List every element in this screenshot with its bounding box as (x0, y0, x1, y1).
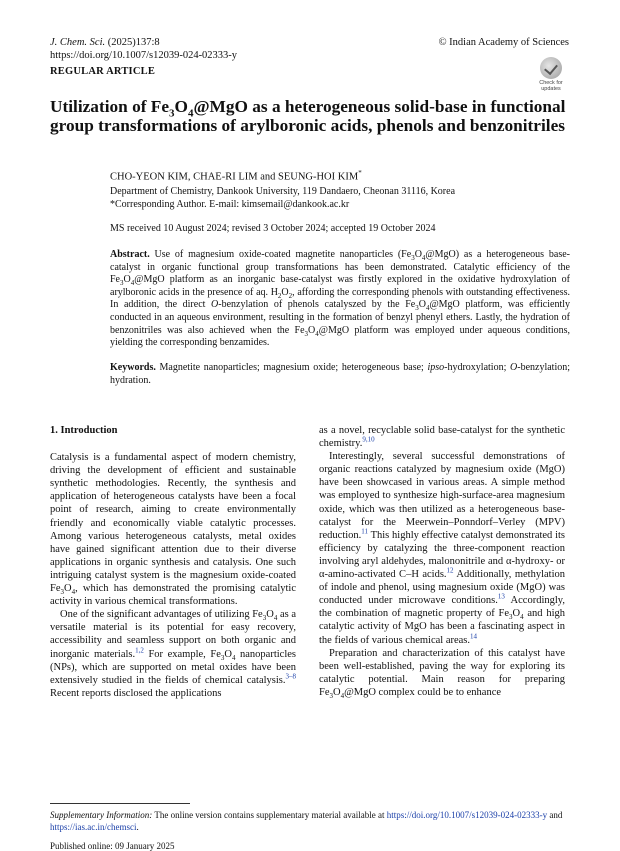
affiliation (110, 186, 455, 211)
check-updates-icon (540, 57, 562, 79)
paragraph: as a novel, recyclable solid base-catalyst for the synthetic chemistry.$^{9,10}$ (319, 425, 565, 450)
corresponding-author: *Corresponding Author. E-mail: kimsemail@dankook.ac.kr (110, 198, 350, 210)
check-for-updates-badge[interactable] (531, 57, 571, 91)
affiliation-department: Department of Chemistry, Dankook University, 119 Dandaero, Cheonan 31116, Korea (110, 186, 456, 197)
author-list: CHO-YEON KIM, CHAE-RI LIM and SEUNG-HOI KIM* (110, 169, 362, 183)
footnote-rule (50, 803, 190, 804)
journal-name: J. Chem. Sci. (50, 37, 106, 48)
received-dates: MS received 10 August 2024; revised 3 October 2024; accepted 19 October 2024 (110, 223, 436, 234)
publisher-copyright: © Indian Academy of Sciences (438, 37, 569, 48)
paragraph: Interestingly, several successful demonstrations of organic reactions catalyzed by magnesium oxide (MgO) have been showcased in various areas. A simple method was employed to synthesize high-surface-area magnesium oxide, which was then utilized as a heterogeneous base-catalyst for the Meerwein–Ponndorf–Verley (MPV) reduction.$^{11}$ This highly effective catalyst demonstrated its efficiency by catalyzing the three-component reaction involving aryl aldehydes, malononitrile and α-hydroxy- or α-amino-activated C–H acids.$^{12}$ Additionally, methylation of indole and phenol, using magnesium oxide (MgO) was conducted under microwave conditions.$^{13}$ Accordingly, the combination of magnetic property of $Fe_3O_4$ and high catalytic activity of MgO has been a fascinating aspect in the fields of various chemical areas.$^{14}$ (319, 451, 566, 646)
journal-reference (50, 36, 160, 49)
journal-volume: (2025)137:8 (107, 37, 160, 48)
body-left-column (50, 424, 296, 700)
section-heading: 1. Introduction (50, 425, 118, 436)
citation-link[interactable]: 12 (446, 566, 454, 575)
ias-link[interactable]: https://ias.ac.in/chemsci (50, 821, 137, 832)
citation-link[interactable]: 14 (470, 632, 478, 640)
article-type: REGULAR ARTICLE (50, 66, 156, 77)
badge-label: Check for updates (539, 80, 563, 92)
supplementary-information: Supplementary Information: The online version contains supplementary material available at https://doi.org/10.1007/s12039-024-02333-y and https://ias.ac.in/chemsci. (50, 810, 563, 832)
citation-link[interactable]: 11 (361, 527, 369, 536)
corresponding-mark: * (358, 169, 362, 177)
abstract: Abstract. Use of magnesium oxide-coated magnetite nanoparticles $(Fe_3O_4@MgO)$ as a heterogeneous base-catalyst in organic functional group transformations has been demonstrated. Catalytic efficiency of the $Fe_3O_4@MgO$ platform as an inorganic base-catalyst was firstly explored in the oxidative hydroxylation of arylboronic acids in the presence of aq. $H_2O_2$, affording the corresponding phenols with outstanding effectiveness. In addition, the direct O-benzylation of phenols catalyszed by the $Fe_3O_4@MgO$ platform, was efficiently conducted in an aqueous environment, resulting in the formation of benzyl phenyl ethers. Lastly, the hydration of benzonitriles was also achieved when the $Fe_3O_4@MgO$ platform was employed under aqueous conditions, yielding the corresponding benzamides. (110, 249, 571, 349)
abstract-label: Abstract. (110, 249, 150, 260)
body-right-column (319, 424, 565, 699)
paragraph: One of the significant advantages of utilizing $Fe_3O_4$ as a versatile material is its potential for easy recovery, accessibility and seamless support on both organic and inorganic materials.$^{1,2}$ For example, $Fe_3O_4$ nanoparticles (NPs), which are supported on metal oxides have been extensively studied in the fields of chemical catalysis.$^{3-8}$ Recent reports disclosed the applications (50, 609, 296, 699)
keywords-label: Keywords. (110, 362, 156, 373)
paragraph: Catalysis is a fundamental aspect of modern chemistry, driving the development of efficient and sustainable synthetic methodologies. Recently, the synthesis and application of heterogeneous catalysts have been a focal point of research, aiming to create environmentally friendly and economically viable catalytic processes. Among various heterogeneous catalysts, metal oxides have gained significant attention due to their diverse applications in organic synthesis and catalysis. One such intriguing catalyst system is the magnesium oxide-coated $Fe_3O_4$, which has demonstrated the promising catalytic activity in various chemical transformations. (50, 452, 296, 608)
article-doi[interactable]: https://doi.org/10.1007/s12039-024-02333-y (50, 50, 238, 61)
citation-link[interactable]: 9,10 (362, 435, 375, 444)
citation-link[interactable]: 1,2 (135, 646, 144, 654)
citation-link[interactable]: 13 (497, 592, 505, 601)
supp-doi-link[interactable]: https://doi.org/10.1007/s12039-024-02333-y (386, 810, 548, 820)
keywords: Keywords. Magnetite nanoparticles; magnesium oxide; heterogeneous base; ipso-hydroxylation; O-benzylation; hydration. (110, 362, 571, 386)
supp-label: Supplementary Information: (50, 810, 153, 820)
published-date: Published online: 09 January 2025 (50, 841, 175, 851)
paragraph: Preparation and characterization of this catalyst have been well-established, paving the way for exploring its catalytic potential. Main reason for preparing $Fe_3O_4@MgO$ complex could be to enhance (319, 647, 565, 700)
article-title: Utilization of $Fe_3O_4@MgO$ as a heterogeneous solid-base in functional group transformations of arylboronic acids, phenols and benzonitriles (50, 97, 566, 135)
citation-link[interactable]: 3–8 (285, 672, 296, 681)
